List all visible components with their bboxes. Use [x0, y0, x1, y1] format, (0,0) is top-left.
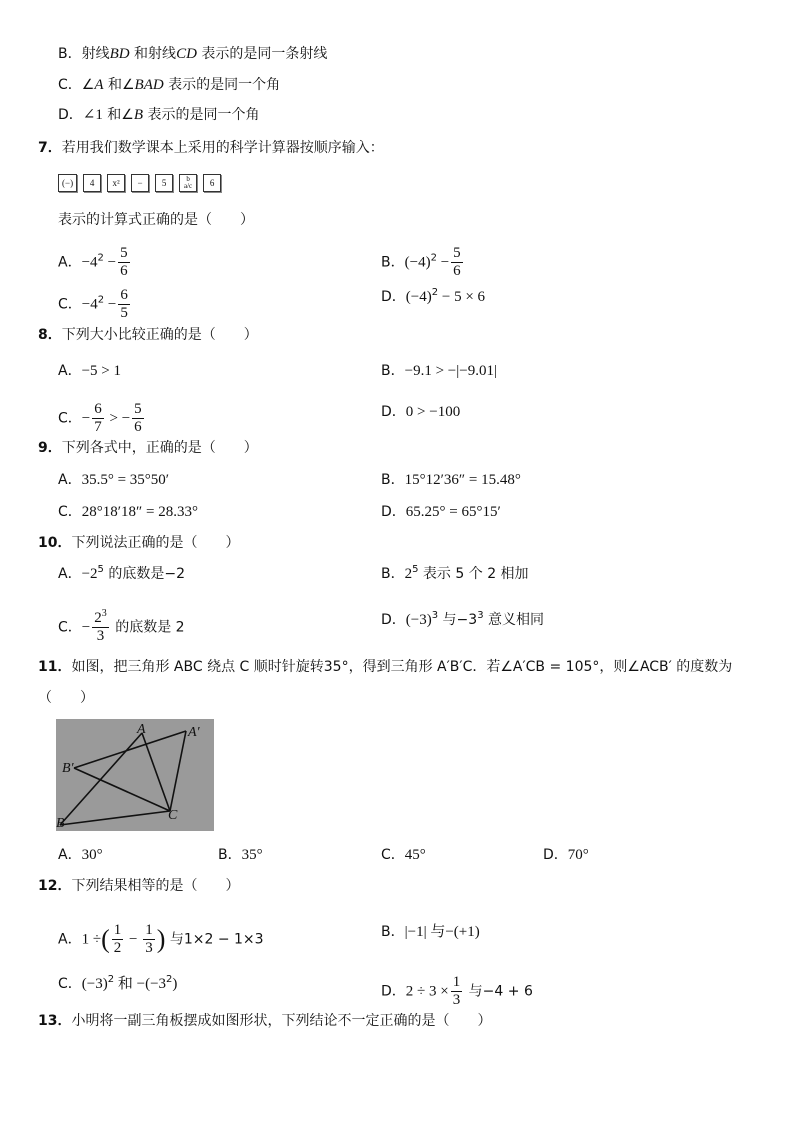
label-a: A: [137, 722, 146, 737]
q12-option-c: C．$(-3)^2$ 和 $-(-3^2)$: [58, 974, 178, 992]
label-b: B: [56, 816, 65, 831]
minus-key: −: [131, 174, 149, 192]
q12-stem: 12．下列结果相等的是（ ）: [38, 878, 240, 894]
q8-option-b: B．−9.1 > −|−9.01|: [381, 363, 497, 379]
calculator-key-sequence: [58, 174, 221, 192]
label-c: C: [168, 808, 178, 823]
q11-option-c: C．45°: [381, 847, 426, 863]
q10-option-a: A．$-2^5$ 的底数是−2: [58, 564, 186, 582]
q10-option-c: C．− $\frac{2^3}{3}$ 的底数是 2: [58, 608, 185, 644]
q12-option-b: B．|−1| 与−(+1): [381, 924, 480, 940]
digit-5-key: 5: [155, 174, 173, 192]
q10-option-d: D．$(-3)^3$ 与$-3^3$ 意义相同: [381, 610, 545, 628]
q9-option-b: B．15°12′36″ = 15.48°: [381, 472, 521, 488]
fraction: $\frac{1}{3}$: [452, 974, 461, 1008]
label-b-prime: B′: [62, 761, 74, 776]
q10-option-b: B．$2^5$ 表示 5 个 2 相加: [381, 564, 529, 582]
fraction-key: b a/c: [179, 174, 197, 192]
label-a-prime: A′: [188, 725, 200, 740]
triangle-diagram: [56, 719, 214, 831]
q7-subtext: 表示的计算式正确的是（ ）: [58, 212, 254, 228]
rotation-triangle-figure: [56, 719, 214, 831]
fraction: $\frac{5}{6}$: [134, 401, 142, 435]
q7-option-b: B．$(-4)^2$ − $\frac{5}{6}$: [381, 245, 461, 279]
q9-option-c: C．28°18′18″ = 28.33°: [58, 504, 199, 520]
digit-4-key: 4: [83, 174, 101, 192]
q8-option-a: A．−5 > 1: [58, 363, 121, 379]
square-key: x²: [107, 174, 125, 192]
q8-option-c: C．− $\frac{6}{7}$ > − $\frac{5}{6}$: [58, 401, 142, 435]
q13-stem: 13．小明将一副三角板摆成如图形状，下列结论不一定正确的是（ ）: [38, 1013, 492, 1029]
q6-option-d: D．∠1 和∠B 表示的是同一个角: [58, 107, 260, 123]
q8-option-d: D．0 > −100: [381, 404, 461, 420]
q9-option-a: A．35.5° = 35°50′: [58, 472, 170, 488]
fraction: $\frac{5}{6}$: [120, 245, 128, 279]
negative-key: (−): [58, 174, 77, 192]
q10-stem: 10．下列说法正确的是（ ）: [38, 535, 240, 551]
q12-option-d: D．2 ÷ 3 × $\frac{1}{3}$ 与−4 + 6: [381, 974, 533, 1008]
q11-option-b: B．35°: [218, 847, 263, 863]
q7-option-c: C．$-4^2$ − $\frac{6}{5}$: [58, 287, 128, 321]
digit-6-key: 6: [203, 174, 221, 192]
q12-option-a: A．1 ÷( $\frac{1}{2}$ − $\frac{1}{3}$ ) 与1×2 − 1×3: [58, 922, 264, 956]
q9-stem: 9．下列各式中，正确的是（ ）: [38, 440, 258, 456]
q7-option-d: D．$(-4)^2 - 5 \times 6$: [381, 287, 486, 305]
q6-option-b: B．射线BD 和射线CD 表示的是同一条射线: [58, 46, 328, 62]
q7-stem: 7．若用我们数学课本上采用的科学计算器按顺序输入：: [38, 140, 384, 156]
segment-bc: [60, 811, 170, 825]
q6-option-c: C．∠A 和∠BAD 表示的是同一个角: [58, 77, 281, 93]
fraction: $\frac{5}{6}$: [453, 245, 461, 279]
q7-option-a: A．$-4^2$ − $\frac{5}{6}$: [58, 245, 128, 279]
segment-b2c: [74, 768, 170, 811]
q11-option-d: D．70°: [543, 847, 589, 863]
segment-b2a2: [74, 731, 186, 768]
fraction: $\frac{6}{7}$: [94, 401, 102, 435]
q9-option-d: D．65.25° = 65°15′: [381, 504, 501, 520]
fraction: $\frac{6}{5}$: [120, 287, 128, 321]
q8-stem: 8．下列大小比较正确的是（ ）: [38, 327, 258, 343]
q11-stem: 11．如图，把三角形 ABC 绕点 C 顺时针旋转35°，得到三角形 A′B′C．若∠A′CB = 105°，则∠ACB′ 的度数为: [38, 659, 733, 675]
segment-a2c: [170, 731, 186, 811]
segment-ba: [60, 733, 142, 825]
fraction: $\frac{1}{2}$: [113, 922, 122, 956]
fraction: $\frac{2^3}{3}$: [94, 608, 107, 644]
q11-option-a: A．30°: [58, 847, 103, 863]
fraction: $\frac{1}{3}$: [145, 922, 153, 956]
q11-stem-paren: （ ）: [38, 690, 94, 706]
